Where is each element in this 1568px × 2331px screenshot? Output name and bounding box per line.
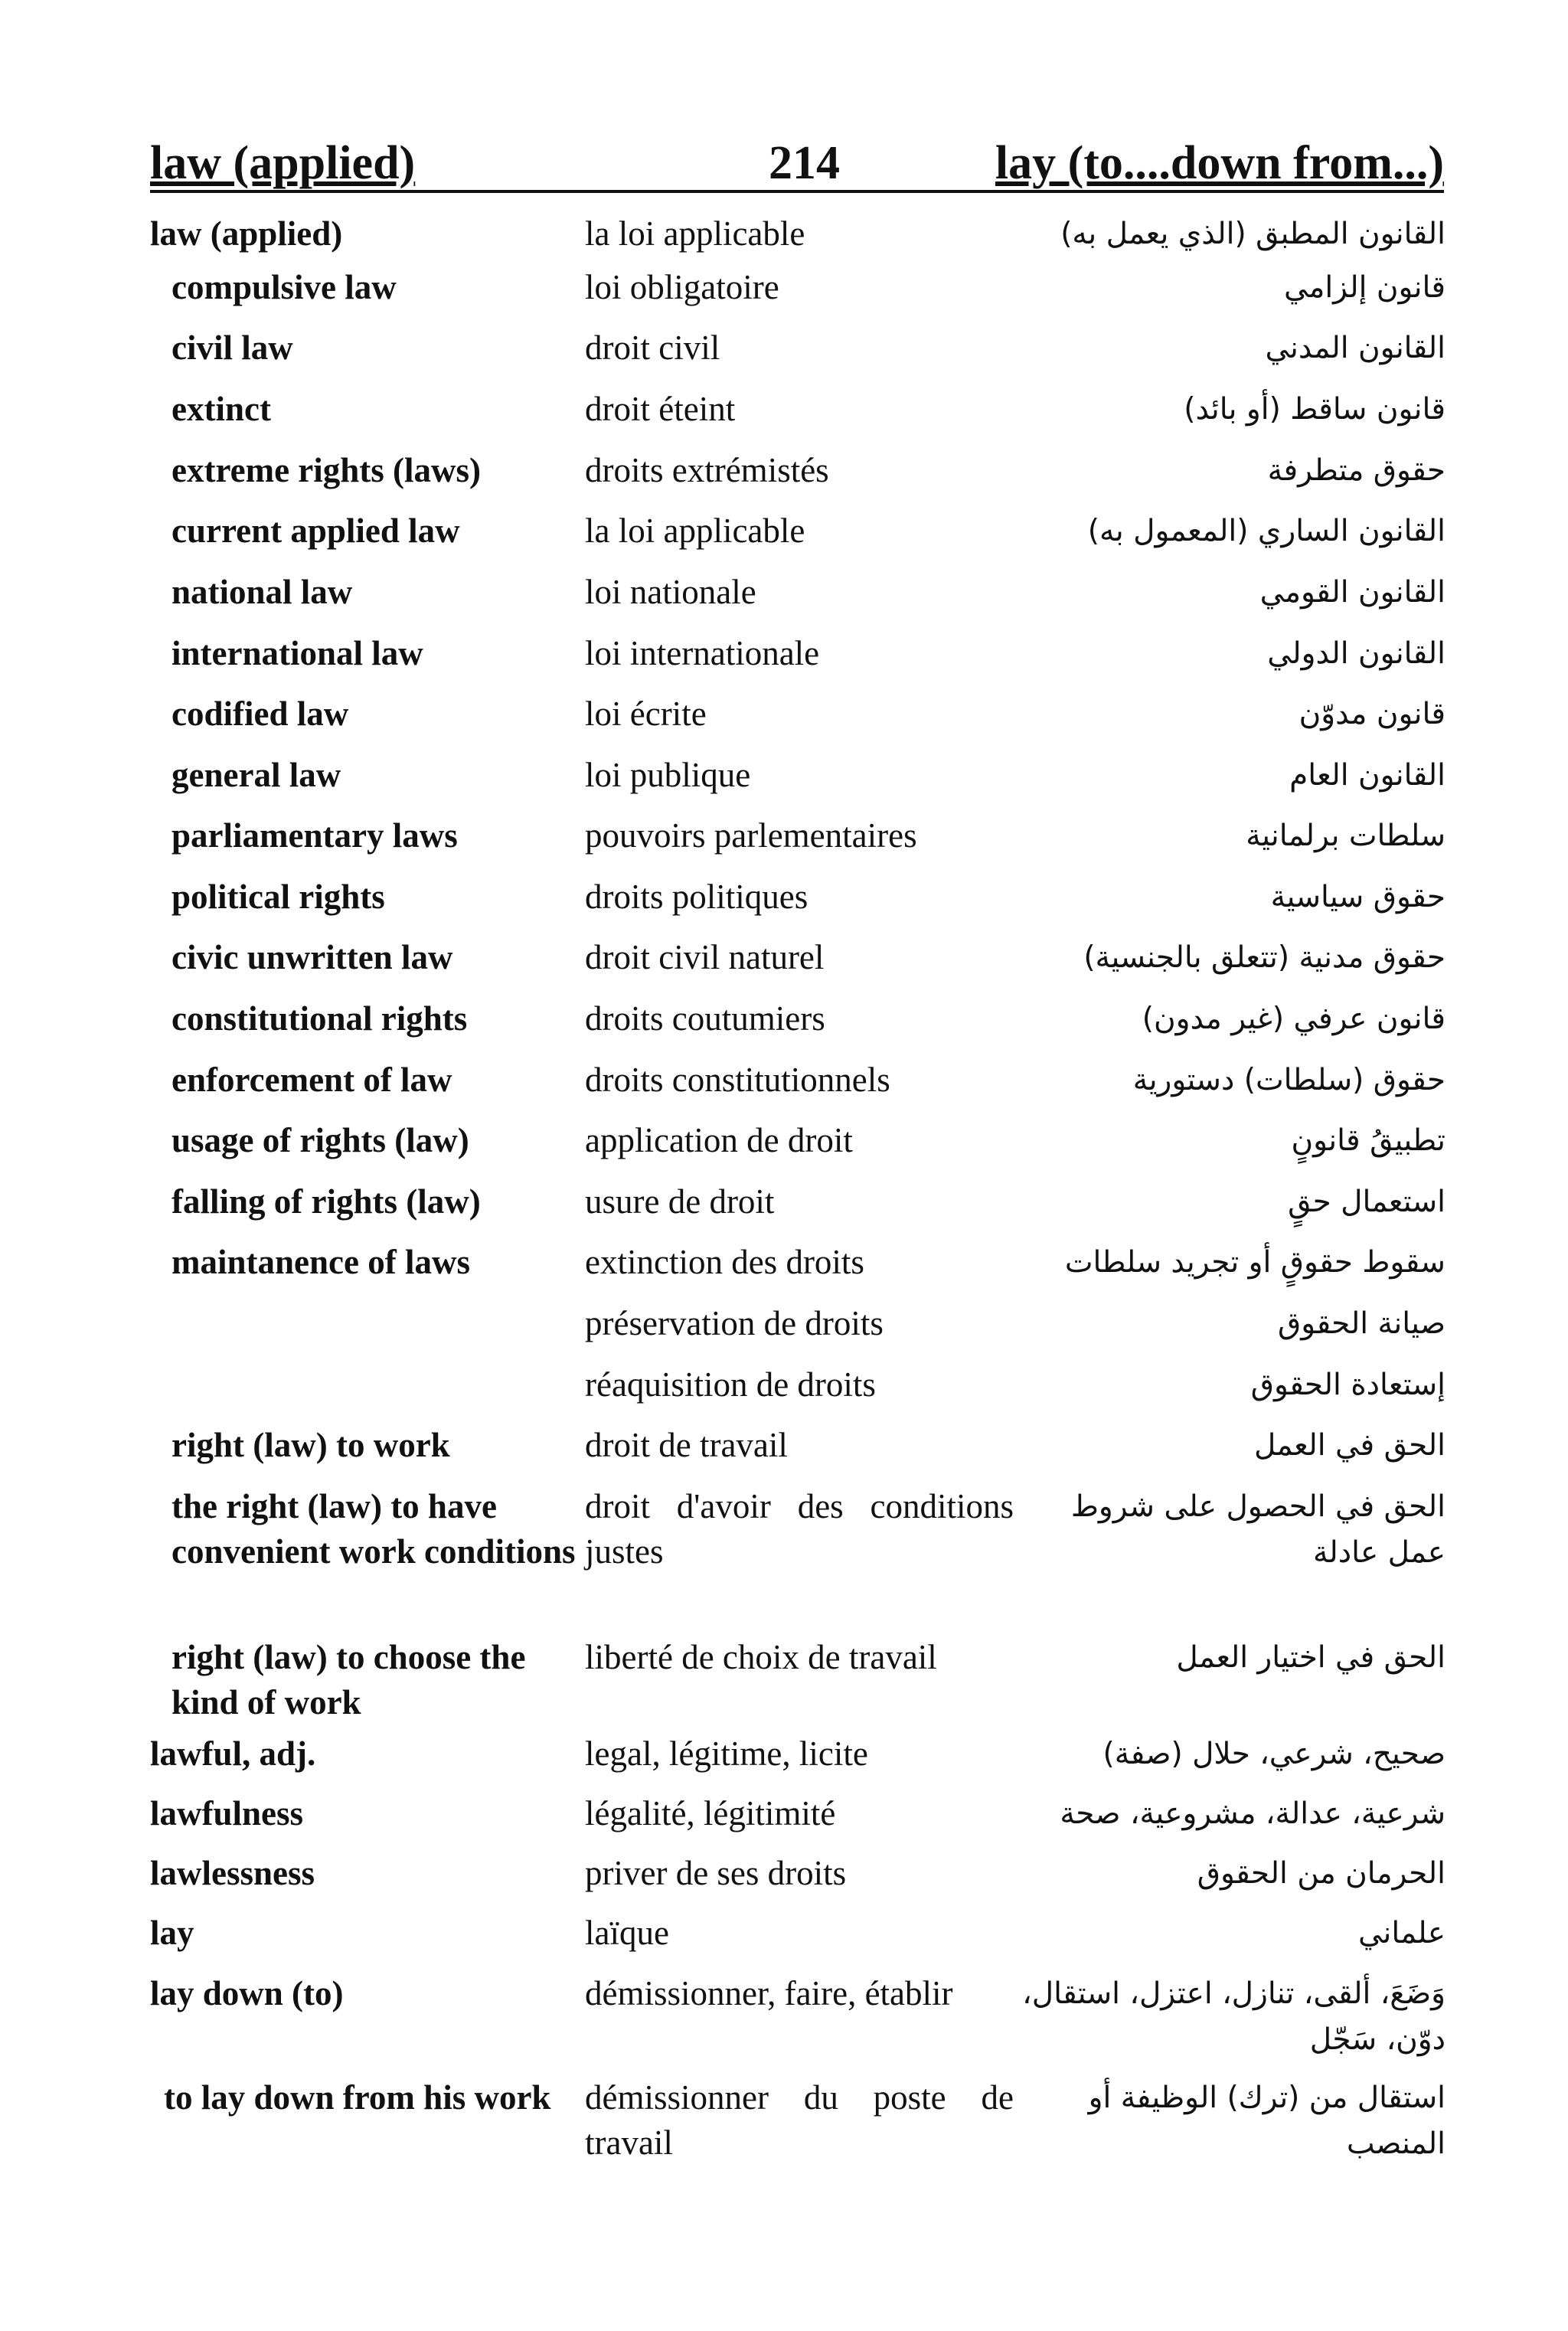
entry-french: droit éteint [585,390,736,428]
entry-french: loi obligatoire [585,268,779,306]
entry-arabic: القانون المدني [1265,331,1446,365]
entry-french: loi écrite [585,695,707,733]
entry-arabic: تطبيقُ قانونٍ [1291,1123,1446,1158]
entry-arabic: حقوق (سلطات) دستورية [1132,1063,1446,1097]
entry-english: codified law [172,695,349,733]
header-left-guide-word: law (applied) [150,137,416,189]
entry-english: to lay down from his work [164,2078,551,2117]
entry-arabic: القانون الساري (المعمول به) [1087,514,1446,548]
entry-arabic: الحرمان من الحقوق [1197,1856,1446,1891]
entry-english: constitutional rights [172,999,468,1038]
entry-english: general law [172,756,341,794]
entry-arabic: حقوق مدنية (تتعلق بالجنسية) [1083,940,1446,975]
entry-arabic: القانون الدولي [1267,636,1446,671]
entry-french: droit de travail [585,1426,788,1464]
entry-english: parliamentary laws [172,816,458,855]
entry-english: lay [150,1914,194,1952]
entry-arabic: سلطات برلمانية [1246,819,1446,853]
entry-english: lawlessness [150,1854,315,1892]
entry-arabic: وَضَعَ، ألقى، تنازل، اعتزل، استقال، دوّن، سَجّل [1022,1976,1446,2057]
entry-arabic: القانون القومي [1259,575,1446,610]
entry-arabic: حقوق سياسية [1270,880,1446,914]
page-number: 214 [769,137,840,189]
entry-arabic: سقوط حقوقٍ أو تجريد سلطات [1064,1245,1446,1280]
entry-arabic: قانون إلزامي [1283,270,1446,305]
entry-french: droit d'avoir des conditions justes [585,1487,1014,1571]
entry-french: droits coutumiers [585,999,825,1038]
entry-french: legal, légitime, licite [585,1734,868,1773]
entry-french: usure de droit [585,1182,775,1221]
entry-english: political rights [172,878,385,916]
entry-french: priver de ses droits [585,1854,847,1892]
entry-english: the right (law) to have convenient work conditions [172,1487,576,1571]
entry-french: application de droit [585,1121,853,1159]
entry-arabic: استعمال حقٍ [1288,1185,1446,1219]
entry-arabic: حقوق متطرفة [1267,453,1446,488]
entry-french: droit civil naturel [585,938,825,976]
entry-french: droit civil [585,329,720,367]
entry-english: law (applied) [150,214,343,253]
entry-arabic: علماني [1358,1916,1446,1950]
entry-french: légalité, légitimité [585,1794,836,1832]
entry-french: la loi applicable [585,214,805,253]
entry-arabic: الحق في العمل [1254,1428,1446,1463]
entry-french: préservation de droits [585,1304,884,1342]
entry-english: national law [172,573,353,611]
entry-english: extreme rights (laws) [172,451,482,489]
entry-french: démissionner, faire, établir [585,1974,953,2012]
entry-french: démissionner du poste de travail [585,2078,1014,2162]
entry-arabic: قانون مدوّن [1298,697,1446,731]
entry-arabic: القانون المطبق (الذي يعمل به) [1060,217,1446,251]
entry-english: lawfulness [150,1794,304,1832]
entry-english: falling of rights (law) [172,1182,481,1221]
entry-french: droits politiques [585,878,808,916]
entry-english: usage of rights (law) [172,1121,469,1159]
entry-french: laïque [585,1914,669,1952]
entry-arabic: قانون عرفي (غير مدون) [1142,1002,1446,1036]
entry-english: international law [172,634,423,672]
entry-english: lay down (to) [150,1974,344,2012]
page-header [150,132,1444,193]
entry-french: extinction des droits [585,1243,864,1281]
entry-french: liberté de choix de travail [585,1638,937,1676]
entry-arabic: استقال من (ترك) الوظيفة أو المنصب [1088,2081,1446,2161]
entry-french: réaquisition de droits [585,1365,876,1404]
entry-french: la loi applicable [585,512,805,550]
entry-french: loi publique [585,756,751,794]
entry-french: droits constitutionnels [585,1061,890,1099]
entry-french: droits extrémistés [585,451,829,489]
entry-french: loi nationale [585,573,756,611]
entry-english: current applied law [172,512,460,550]
entry-english: maintanence of laws [172,1243,470,1281]
entry-arabic: شرعية، عدالة، مشروعية، صحة [1060,1796,1446,1831]
entry-arabic: قانون ساقط (أو بائد) [1184,392,1446,427]
entry-english: compulsive law [172,268,397,306]
entry-english: civil law [172,329,293,367]
entry-french: pouvoirs parlementaires [585,816,917,855]
entry-arabic: صيانة الحقوق [1278,1306,1446,1341]
header-right-guide-word: lay (to....down from...) [995,137,1444,189]
entry-arabic: الحق في اختيار العمل [1176,1640,1446,1675]
entry-english: lawful, adj. [150,1734,316,1773]
entry-arabic: الحق في الحصول على شروط عمل عادلة [1070,1489,1446,1570]
entry-english: right (law) to choose the kind of work [172,1638,526,1721]
entry-english: civic unwritten law [172,938,453,976]
entry-arabic: صحيح، شرعي، حلال (صفة) [1102,1737,1446,1771]
entry-arabic: القانون العام [1289,758,1446,793]
entry-arabic: إستعادة الحقوق [1250,1368,1446,1402]
entry-english: right (law) to work [172,1426,450,1464]
entry-english: enforcement of law [172,1061,452,1099]
entry-english: extinct [172,390,271,428]
entry-french: loi internationale [585,634,820,672]
